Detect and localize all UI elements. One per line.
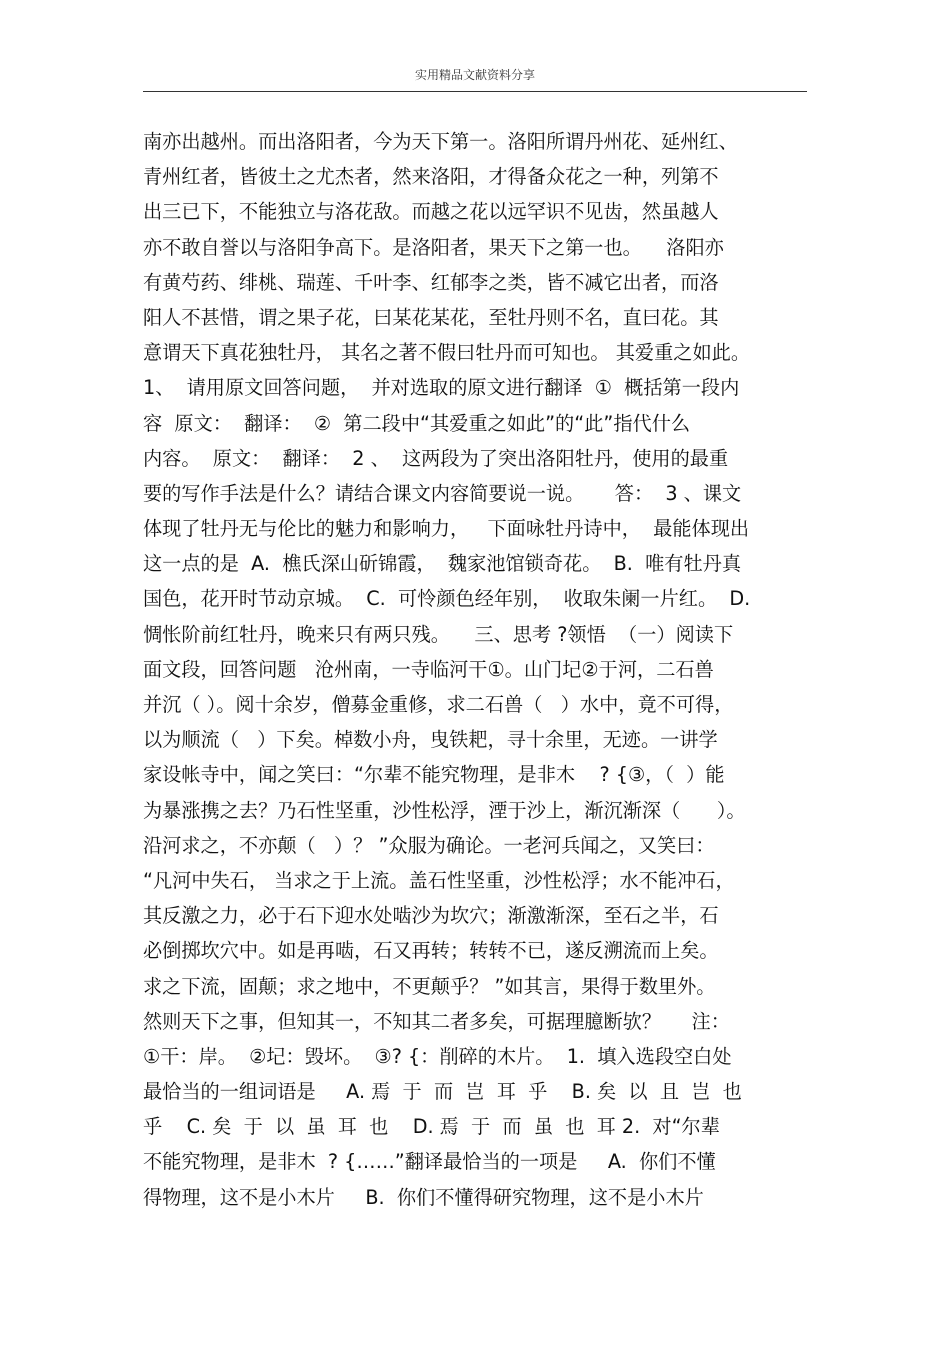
text-line: 出三已下，不能独立与洛花敌。而越之花以远罕识不见齿，然虽越人	[143, 200, 719, 224]
page-header: 实用精品文献资料分享	[414, 68, 535, 82]
text-line: 其反激之力，必于石下迎水处啮沙为坎穴；渐激渐深，至石之半，石	[143, 904, 719, 928]
text-line: 必倒掷坎穴中。如是再啮，石又再转；转转不已，遂反溯流而上矣。	[143, 939, 719, 963]
text-line: 最恰当的一组词语是 A. 焉 于 而 岂 耳 乎 B. 矣 以 且 岂 也	[143, 1080, 742, 1104]
text-line: 青州红者，皆彼土之尤杰者，然来洛阳，才得备众花之一种，列第不	[143, 165, 719, 189]
text-line: 得物理，这不是小木片 B. 你们不懂得研究物理，这不是小木片	[143, 1185, 704, 1209]
text-line: ①干：岸。 ②圮：毁坏。 ③? {：削碎的木片。 1. 填入选段空白处	[143, 1044, 732, 1068]
text-line: 为暴涨携之去？乃石性坚重，沙性松浮，湮于沙上，渐沉渐深（ ）。	[143, 798, 746, 822]
text-line: 沿河求之，不亦颠（ ）？ ”众服为确论。一老河兵闻之，又笑曰：	[143, 833, 715, 857]
text-line: 面文段，回答问题 沧州南，一寺临河干①。山门圮②于河，二石兽	[143, 657, 714, 681]
text-line: 以为顺流（ ）下矣。棹数小舟，曳铁耙，寻十余里，无迹。一讲学	[143, 728, 718, 752]
text-line: 意谓天下真花独牡丹， 其名之著不假曰牡丹而可知也。 其爱重之如此。	[143, 341, 751, 365]
text-line: 惆怅阶前红牡丹，晚来只有两只残。 三、思考 ?领悟 （一）阅读下	[143, 622, 734, 646]
header-divider	[143, 91, 807, 92]
text-line: 然则天下之事，但知其一，不知其二者多矣，可据理臆断欤？ 注：	[143, 1009, 730, 1033]
text-line: 求之下流，固颠；求之地中，不更颠乎？ ”如其言，果得于数里外。	[143, 974, 716, 998]
text-line: 有黄芍药、绯桃、瑞莲、千叶李、红郁李之类，皆不减它出者，而洛	[143, 270, 719, 294]
text-line: 内容。 原文： 翻译： 2 、 这两段为了突出洛阳牡丹，使用的最重	[143, 446, 729, 470]
text-line: 亦不敢自誉以与洛阳争高下。是洛阳者，果天下之第一也。 洛阳亦	[143, 235, 724, 259]
text-line: 并沉（ ）。阅十余岁，僧募金重修，求二石兽（ ）水中，竟不可得，	[143, 693, 734, 716]
text-line: 南亦出越州。而出洛阳者，今为天下第一。洛阳所谓丹州花、延州红、	[143, 130, 738, 153]
text-line: 体现了牡丹无与伦比的魅力和影响力， 下面咏牡丹诗中， 最能体现出	[143, 517, 750, 541]
text-line: 1、 请用原文回答问题， 并对选取的原文进行翻译 ① 概括第一段内	[143, 376, 740, 400]
text-line: 乎 C. 矣 于 以 虽 耳 也 D. 焉 于 而 虽 也 耳 2. 对“尔辈	[143, 1115, 720, 1139]
text-line: 阳人不甚惜，谓之果子花，曰某花某花，至牡丹则不名，直曰花。其	[143, 305, 719, 329]
text-line: 国色，花开时节动京城。 C. 可怜颜色经年别， 收取朱阑一片红。 D.	[143, 587, 751, 611]
text-line: 这一点的是 A. 樵氏深山斫锦霞， 魏家池馆锁奇花。 B. 唯有牡丹真	[143, 552, 742, 576]
text-line: 家设帐寺中，闻之笑曰：“尔辈不能究物理，是非木 ? {③，（ ）能	[143, 763, 725, 787]
text-line: 要的写作手法是什么？请结合课文内容简要说一说。 答： 3 、课文	[143, 481, 742, 505]
text-line: 不能究物理，是非木 ? {……”翻译最恰当的一项是 A. 你们不懂	[143, 1150, 716, 1174]
document-body	[143, 124, 823, 1215]
text-line: 容 原文： 翻译： ② 第二段中“其爱重之如此”的“此”指代什么	[143, 411, 691, 435]
text-line: “凡河中失石， 当求之于上流。盖石性坚重，沙性松浮；水不能冲石，	[143, 868, 735, 892]
